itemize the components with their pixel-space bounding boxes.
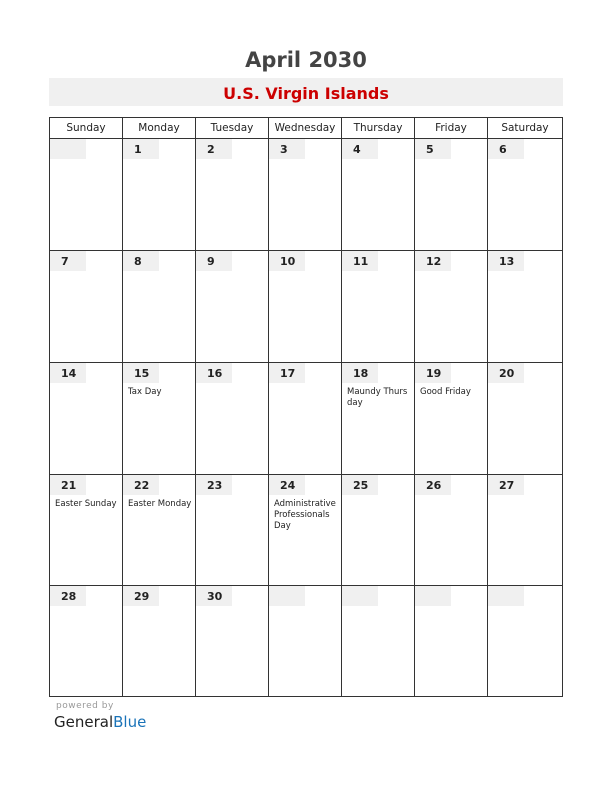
day-number: 1 <box>123 139 159 159</box>
day-number <box>342 586 378 606</box>
brand-blue: Blue <box>113 713 147 731</box>
day-cell-empty[interactable] <box>50 139 122 250</box>
day-number <box>415 586 451 606</box>
day-cell-22[interactable] <box>122 475 195 585</box>
holiday-label: Easter Monday <box>128 499 192 509</box>
day-number: 7 <box>50 251 86 271</box>
day-cell-12[interactable] <box>414 251 487 362</box>
day-cell-15[interactable] <box>122 363 195 474</box>
week-row <box>50 363 562 475</box>
weekday-friday: Friday <box>414 118 487 138</box>
day-number <box>50 139 86 159</box>
day-number: 16 <box>196 363 232 383</box>
day-cell-29[interactable] <box>122 586 195 697</box>
day-number <box>488 586 524 606</box>
day-number: 15 <box>123 363 159 383</box>
day-number: 19 <box>415 363 451 383</box>
day-number: 17 <box>269 363 305 383</box>
day-cell-8[interactable] <box>122 251 195 362</box>
day-cell-14[interactable] <box>50 363 122 474</box>
calendar-grid <box>49 117 563 697</box>
day-number: 3 <box>269 139 305 159</box>
page-title: April 2030 <box>245 48 367 72</box>
day-cell-2[interactable] <box>195 139 268 250</box>
week-row <box>50 251 562 363</box>
day-number: 22 <box>123 475 159 495</box>
day-number: 26 <box>415 475 451 495</box>
day-cell-23[interactable] <box>195 475 268 585</box>
weekday-header-row <box>50 118 562 139</box>
day-cell-9[interactable] <box>195 251 268 362</box>
weekday-tuesday: Tuesday <box>195 118 268 138</box>
day-cell-28[interactable] <box>50 586 122 697</box>
day-number: 21 <box>50 475 86 495</box>
day-number: 18 <box>342 363 378 383</box>
day-number: 12 <box>415 251 451 271</box>
weekday-saturday: Saturday <box>487 118 562 138</box>
day-number: 9 <box>196 251 232 271</box>
holiday-label: Good Friday <box>420 387 471 397</box>
day-cell-1[interactable] <box>122 139 195 250</box>
day-cell-empty[interactable] <box>487 586 562 697</box>
day-cell-empty[interactable] <box>341 586 414 697</box>
day-number: 14 <box>50 363 86 383</box>
day-cell-30[interactable] <box>195 586 268 697</box>
day-cell-4[interactable] <box>341 139 414 250</box>
day-cell-18[interactable] <box>341 363 414 474</box>
day-number: 30 <box>196 586 232 606</box>
day-number: 8 <box>123 251 159 271</box>
day-number: 24 <box>269 475 305 495</box>
region-name: U.S. Virgin Islands <box>223 84 389 103</box>
holiday-label: Tax Day <box>128 387 162 397</box>
holiday-label: Easter Sunday <box>55 499 117 509</box>
day-cell-10[interactable] <box>268 251 341 362</box>
day-number <box>269 586 305 606</box>
day-number: 28 <box>50 586 86 606</box>
day-number: 4 <box>342 139 378 159</box>
weekday-sunday: Sunday <box>66 122 106 134</box>
powered-by-label: powered by <box>56 701 114 711</box>
day-number: 29 <box>123 586 159 606</box>
holiday-label: Administrative Professionals Day <box>274 499 336 531</box>
day-cell-5[interactable] <box>414 139 487 250</box>
day-cell-3[interactable] <box>268 139 341 250</box>
weekday-wednesday: Wednesday <box>268 118 341 138</box>
day-cell-empty[interactable] <box>268 586 341 697</box>
day-number: 2 <box>196 139 232 159</box>
day-cell-16[interactable] <box>195 363 268 474</box>
day-number: 13 <box>488 251 524 271</box>
week-row <box>50 586 562 697</box>
generalblue-logo[interactable] <box>54 713 146 731</box>
weekday-monday: Monday <box>122 118 195 138</box>
day-cell-17[interactable] <box>268 363 341 474</box>
day-number: 25 <box>342 475 378 495</box>
day-cell-13[interactable] <box>487 251 562 362</box>
day-number: 20 <box>488 363 524 383</box>
day-cell-21[interactable] <box>50 475 122 585</box>
day-cell-19[interactable] <box>414 363 487 474</box>
day-cell-27[interactable] <box>487 475 562 585</box>
holiday-label: Maundy Thursday <box>347 387 408 408</box>
weekday-thursday: Thursday <box>341 118 414 138</box>
day-number: 11 <box>342 251 378 271</box>
day-cell-20[interactable] <box>487 363 562 474</box>
day-cell-6[interactable] <box>487 139 562 250</box>
day-number: 23 <box>196 475 232 495</box>
brand-general: General <box>54 713 114 731</box>
day-cell-7[interactable] <box>50 251 122 362</box>
week-row <box>50 139 562 251</box>
day-cell-26[interactable] <box>414 475 487 585</box>
day-cell-11[interactable] <box>341 251 414 362</box>
day-number: 10 <box>269 251 305 271</box>
day-cell-empty[interactable] <box>414 586 487 697</box>
day-number: 5 <box>415 139 451 159</box>
day-number: 6 <box>488 139 524 159</box>
week-row <box>50 475 562 586</box>
day-cell-25[interactable] <box>341 475 414 585</box>
day-number: 27 <box>488 475 524 495</box>
day-cell-24[interactable] <box>268 475 341 585</box>
